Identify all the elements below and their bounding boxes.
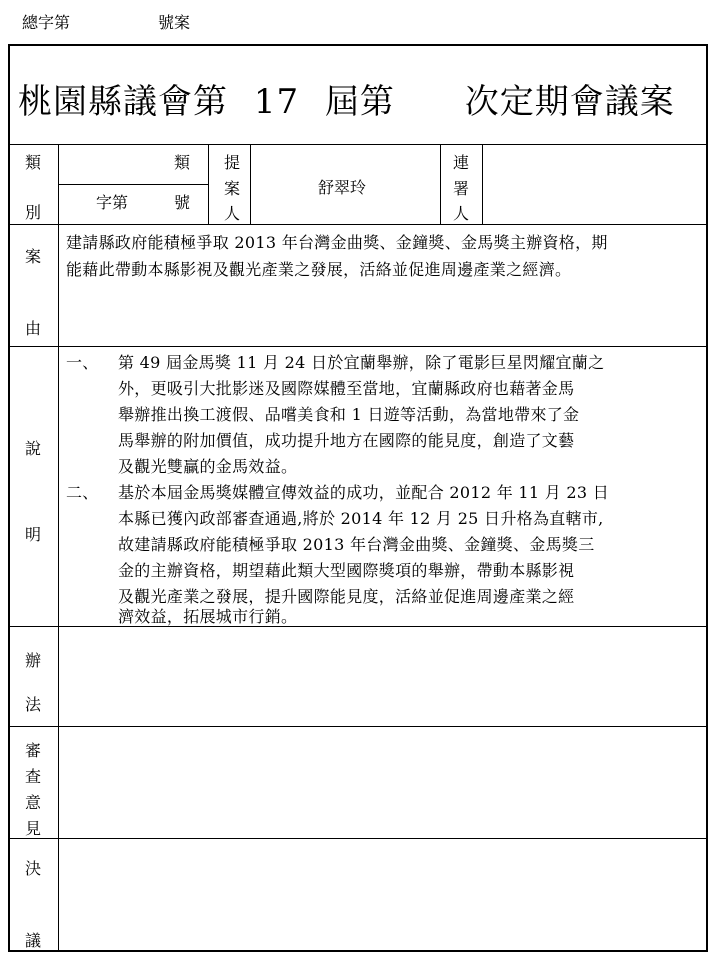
explanation-item-2-line: 基於本屆金馬獎媒體宣傳效益的成功，並配合 2012 年 11 月 23 日 (118, 483, 610, 502)
category-type-suffix: 類 (174, 153, 191, 172)
session-number: 17 (253, 82, 300, 122)
review-label-1: 審 (24, 741, 41, 760)
cosigner-label-3: 人 (452, 204, 469, 223)
divider-v-proposer-label (250, 144, 251, 224)
explanation-item-1-line: 及觀光雙贏的金馬效益。 (118, 457, 298, 476)
explanation-label-top: 說 (24, 439, 41, 458)
method-label-1: 辦 (24, 651, 41, 670)
case-number-label: 號案 (158, 13, 191, 32)
explanation-item-2-line: 濟效益，拓展城市行銷。 (118, 607, 298, 626)
divider-method (8, 726, 708, 727)
resolution-label-1: 決 (24, 859, 41, 878)
title-part2: 屆第 (324, 82, 395, 122)
category-label-bottom: 別 (24, 203, 41, 222)
explanation-item-2-marker: 二、 (66, 483, 99, 502)
subject-label-bottom: 由 (24, 319, 41, 338)
explanation-label-bottom: 明 (24, 525, 41, 544)
divider-v-proposer-name (440, 144, 441, 224)
divider-category (8, 224, 708, 225)
explanation-item-1-line: 外，更吸引大批影迷及國際媒體至當地，宜蘭縣政府也藉著金馬 (118, 379, 575, 398)
explanation-item-1-marker: 一、 (66, 353, 99, 372)
divider-review (8, 838, 708, 839)
proposer-label-2: 案 (223, 179, 240, 198)
explanation-item-1-line: 第 49 屆金馬獎 11 月 24 日於宜蘭舉辦，除了電影巨星閃耀宜蘭之 (118, 353, 605, 372)
divider-v-cosigner-label (482, 144, 483, 224)
explanation-item-2-line: 故建請縣政府能積極爭取 2013 年台灣金曲獎、金鐘獎、金馬獎三 (118, 535, 595, 554)
explanation-item-2-line: 本縣已獲內政部審查通過,將於 2014 年 12 月 25 日升格為直轄市, (118, 509, 604, 528)
doc-number-suffix: 號 (174, 193, 191, 212)
category-label-top: 類 (24, 153, 41, 172)
divider-title (8, 144, 708, 145)
divider-v-category (208, 144, 209, 224)
cosigner-label-2: 署 (452, 179, 469, 198)
method-label-2: 法 (24, 695, 41, 714)
title-part3: 次定期會議案 (464, 82, 675, 122)
page-title (18, 74, 675, 124)
divider-category-inner (58, 184, 208, 185)
proposer-label-1: 提 (223, 153, 240, 172)
explanation-item-1-line: 馬舉辦的附加價值，成功提升地方在國際的能見度，創造了文藝 (118, 431, 575, 450)
explanation-item-1-line: 舉辦推出換工渡假、品嚐美食和 1 日遊等活動，為當地帶來了金 (118, 405, 580, 424)
subject-line-2: 能藉此帶動本縣影視及觀光產業之發展，活絡並促進周邊產業之經濟。 (66, 260, 572, 279)
subject-label-top: 案 (24, 247, 41, 266)
title-part1: 桃園縣議會第 (18, 82, 228, 122)
total-number-label: 總字第 (22, 13, 71, 32)
resolution-label-2: 議 (24, 931, 41, 950)
explanation-item-2-line: 及觀光產業之發展，提升國際能見度，活絡並促進周邊產業之經 (118, 587, 575, 606)
review-label-4: 見 (24, 819, 41, 838)
cosigner-label-1: 連 (452, 153, 469, 172)
label-column-divider (58, 144, 59, 952)
divider-subject (8, 346, 708, 347)
divider-explanation (8, 626, 708, 627)
review-label-3: 意 (24, 793, 41, 812)
subject-line-1: 建請縣政府能積極爭取 2013 年台灣金曲獎、金鐘獎、金馬獎主辦資格，期 (66, 233, 608, 252)
doc-number-prefix: 字第 (96, 193, 129, 212)
review-label-2: 查 (24, 767, 41, 786)
explanation-item-2-line: 金的主辦資格，期望藉此類大型國際獎項的舉辦，帶動本縣影視 (118, 561, 575, 580)
proposer-name: 舒翠玲 (318, 178, 367, 197)
proposer-label-3: 人 (223, 204, 240, 223)
